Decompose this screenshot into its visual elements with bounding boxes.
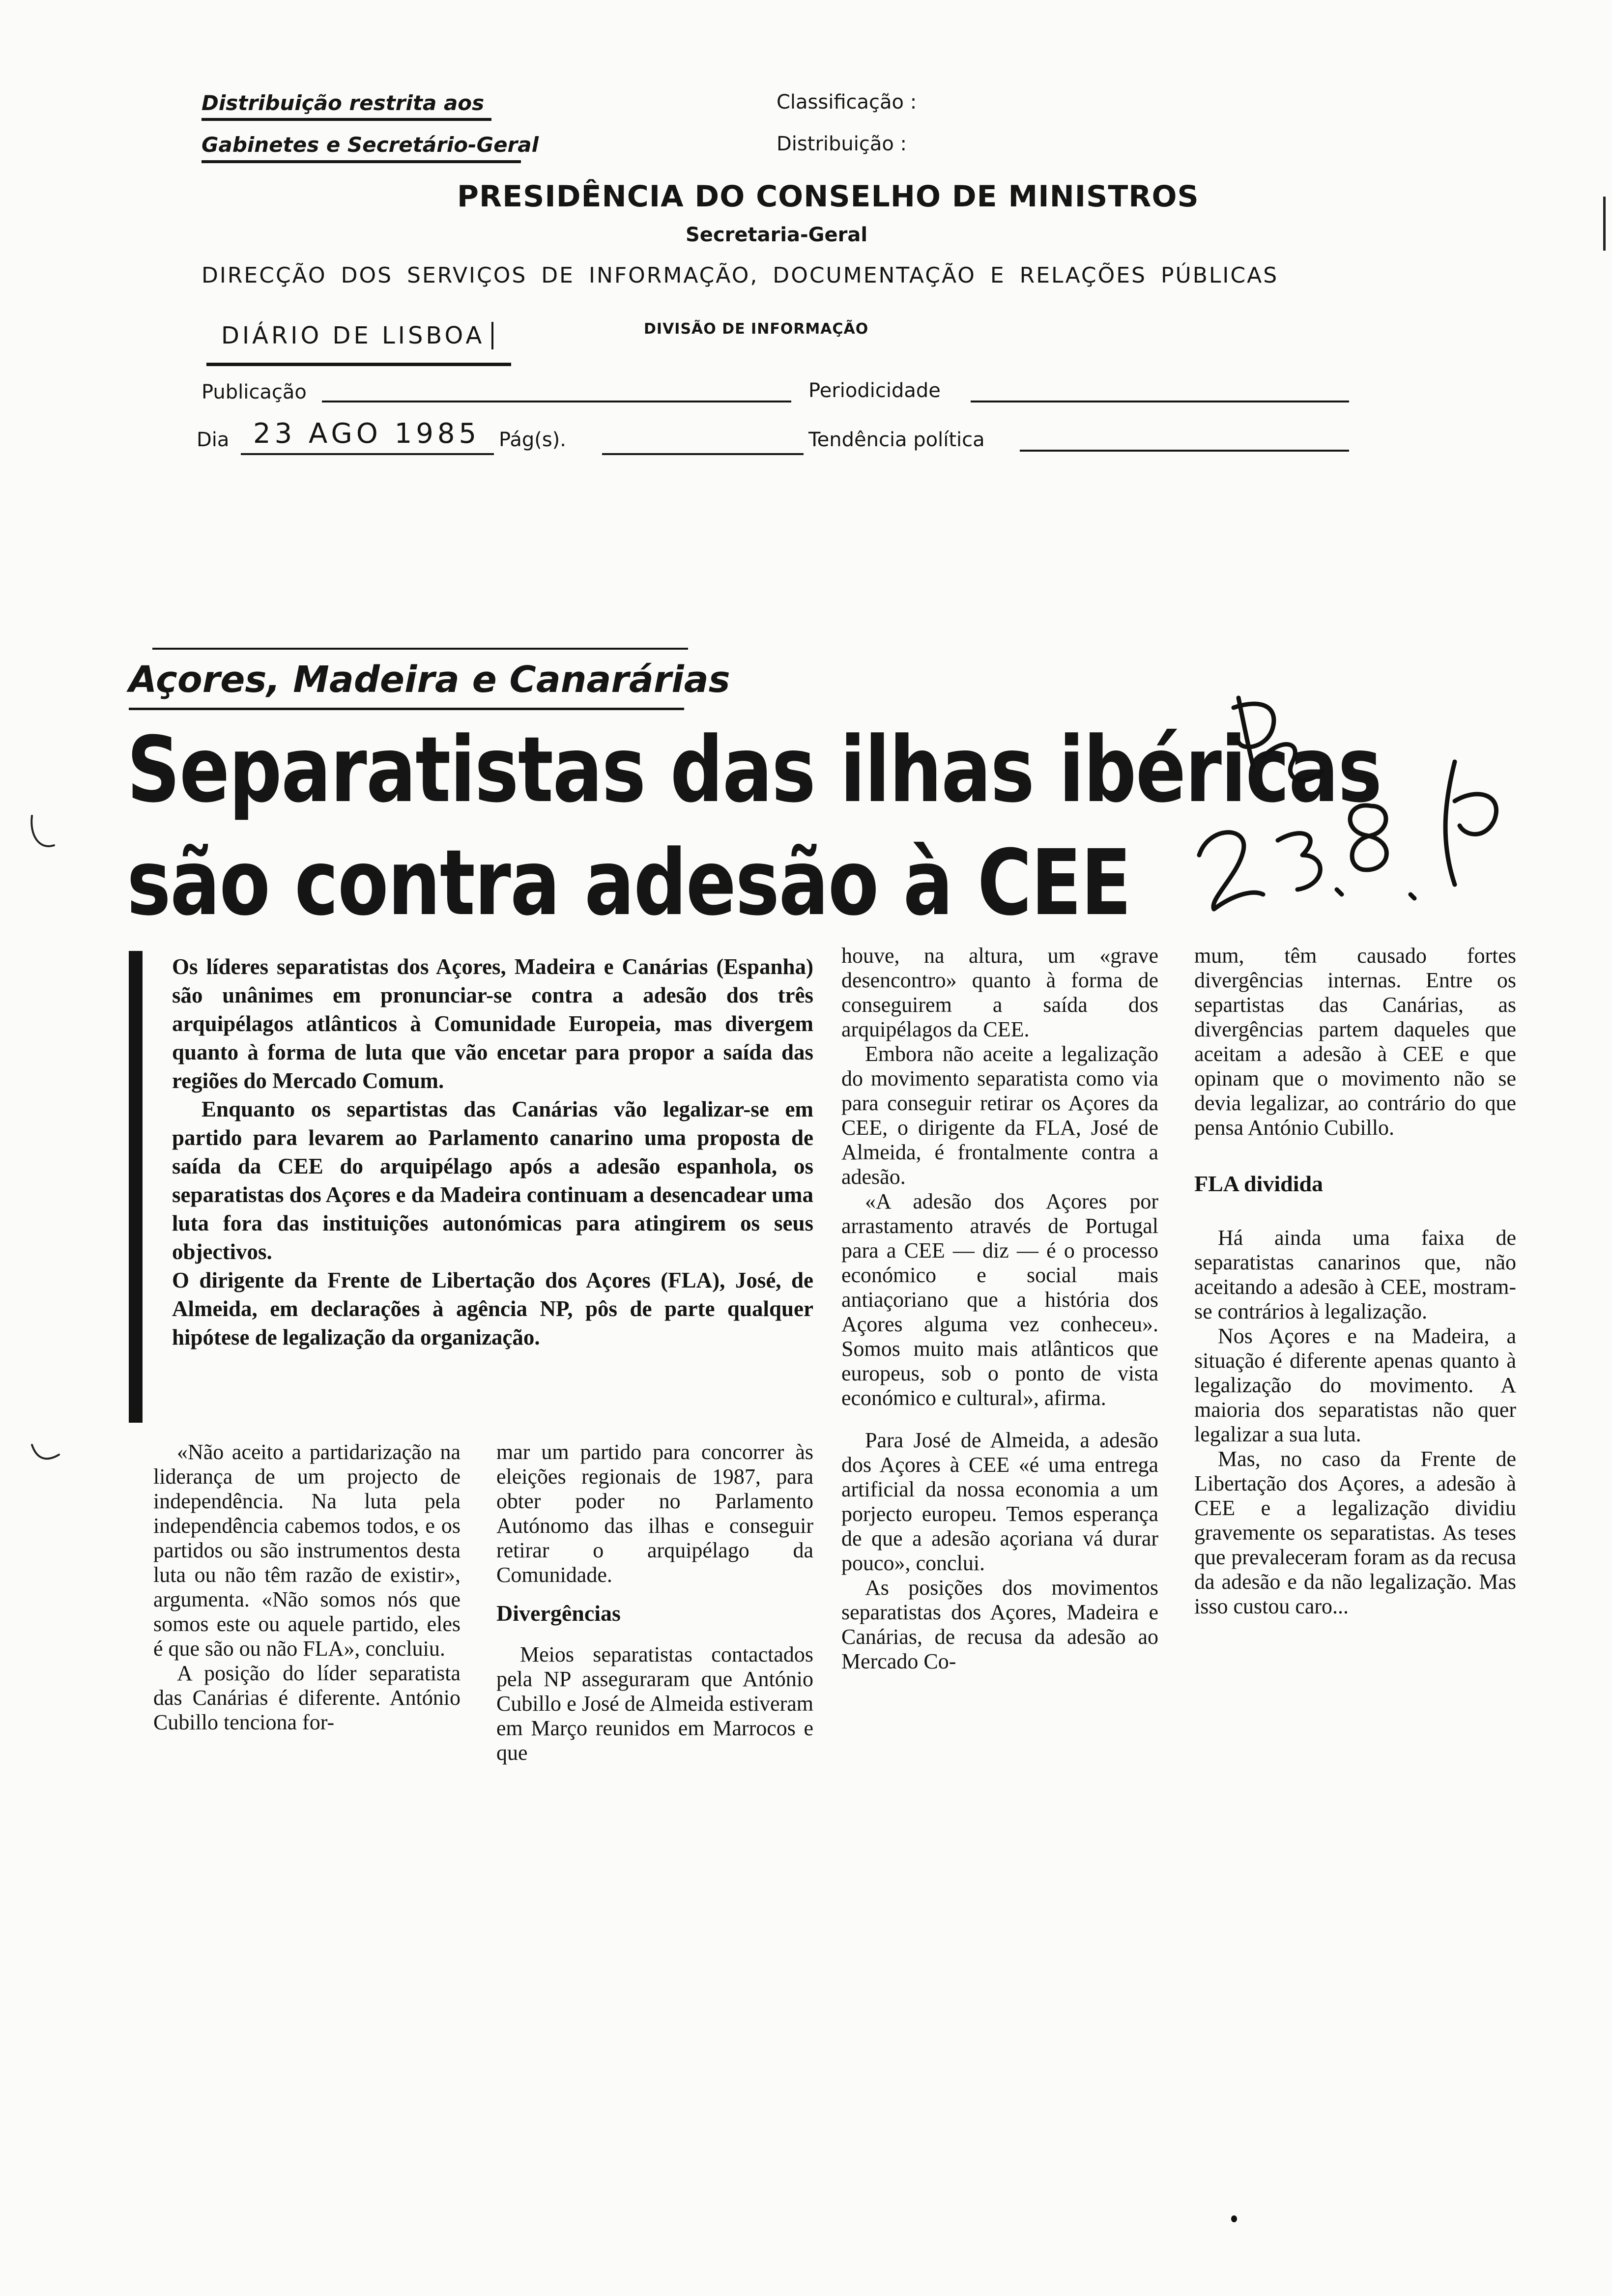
column-paragraph: houve, na altura, um «grave desencontro» quanto à forma de conseguirem a saída dos arquipélagos da CEE. <box>841 944 1158 1041</box>
article-column-2 <box>496 1440 813 1765</box>
column-paragraph: Nos Açores e na Madeira, a situação é diferente apenas quanto à legalização do movimento. A maioria dos separatistas não quer legalizar a sua luta. <box>1194 1324 1516 1446</box>
kicker-underline <box>129 708 684 710</box>
article-column-1 <box>153 1440 461 1735</box>
article-column-3 <box>841 944 1158 1674</box>
margin-mark <box>1603 197 1606 251</box>
speck <box>1231 2215 1237 2222</box>
margin-punch-marks <box>25 806 64 1543</box>
distribution-underline-2 <box>202 160 521 163</box>
publication-stamp: DIÁRIO DE LISBOA <box>221 322 493 349</box>
lead-paragraph: Os líderes separatistas dos Açores, Madeira e Canárias (Espanha) são unânimes em pronunciar-se contra a adesão dos três arquipélagos atlânticos à Comunidade Europeia, mas divergem quanto à forma de luta que vão encetar para propor a saída das regiões do Mercado Comum. <box>172 954 813 1093</box>
column-paragraph: Meios separatistas contactados pela NP asseguraram que António Cubillo e José de Almeida estiveram em Março reunidos em Marrocos e que <box>496 1642 813 1765</box>
article-lead <box>172 952 813 1351</box>
stamp-underline <box>206 363 511 366</box>
column-paragraph: mum, têm causado fortes divergências internas. Entre os separtistas das Canárias, as divergências partem daqueles que aceitam a adesão à CEE e que opinam que o movimento não se devia legalizar, ao contrário do que pensa António Cubillo. <box>1194 944 1516 1140</box>
handwritten-date-annotation <box>1180 678 1524 953</box>
article-kicker: Açores, Madeira e Canarárias <box>129 659 730 701</box>
headline-line-1: Separatistas das ilhas ibéricas <box>127 718 1382 823</box>
distribution-restriction-line1: Distribuição restrita aos <box>202 91 485 115</box>
column-paragraph: Embora não aceite a legalização do movimento separatista como via para conseguir retirar os Açores da CEE, o dirigente da FLA, José de Almeida, é frontalmente contra a adesão. <box>841 1042 1158 1189</box>
kicker-rule <box>152 648 688 650</box>
column-paragraph: «Não aceito a partidarização na liderança de um projecto de independência. Na luta pela independência cabemos todos, e os partidos ou são instrumentos desta luta ou não têm razão de existir», argumenta. «Não somos nós que somos este ou aquele partido, eles é que são ou não FLA», concluiu. <box>153 1440 461 1661</box>
dia-line <box>241 453 494 455</box>
periodicidade-label: Periodicidade <box>808 379 941 402</box>
divisao-informacao: DIVISÃO DE INFORMAÇÃO <box>644 320 869 338</box>
distribuicao-label: Distribuição : <box>777 133 907 155</box>
section-heading-fla-dividida: FLA dividida <box>1194 1171 1324 1196</box>
lead-paragraph: O dirigente da Frente de Libertação dos Açores (FLA), José, de Almeida, em declarações à agência NP, pôs de parte qualquer hipótese de legalização da organização. <box>172 1268 813 1349</box>
distribution-restriction-line2: Gabinetes e Secretário-Geral <box>202 133 539 157</box>
lead-paragraph: Enquanto os separtistas das Canárias vão legalizar-se em partido para levarem ao Parlamento canarino uma proposta de saída da CEE do arquipélago após a adesão espanhola, os separatistas dos Açores e da Madeira continuam a desencadear uma luta fora das instituições autonómicas para atingirem os seus objectivos. <box>172 1097 813 1264</box>
article-column-4 <box>1194 944 1516 1619</box>
org-subtitle: Secretaria-Geral <box>686 224 868 246</box>
column-paragraph: Mas, no caso da Frente de Libertação dos Açores, a adesão à CEE e a legalização dividiu gravemente os separatistas. As teses que prevaleceram foram as da recusa da adesão e da não legalização. Mas isso custou caro... <box>1194 1447 1516 1618</box>
distribution-underline-1 <box>202 118 491 121</box>
column-paragraph: mar um partido para concorrer às eleições regionais de 1987, para obter poder no Parlamento Autónomo das ilhas e conseguir retirar o arquipélago da Comunidade. <box>496 1440 813 1587</box>
section-heading-divergencias: Divergências <box>496 1601 621 1626</box>
periodicidade-line <box>971 401 1349 402</box>
dia-label: Dia <box>197 429 230 451</box>
headline-line-2: são contra adesão à CEE <box>127 831 1131 936</box>
org-title: PRESIDÊNCIA DO CONSELHO DE MINISTROS <box>457 179 1199 214</box>
column-paragraph: «A adesão dos Açores por arrastamento através de Portugal para a CEE — diz — é o processo económico e social mais antiaçoriano que a história dos Açores alguma vez conheceu». Somos muito mais atlânticos que europeus, sob o ponto de vista económico e cultural», afirma. <box>841 1189 1158 1410</box>
lead-side-bar <box>129 951 143 1423</box>
column-paragraph: Para José de Almeida, a adesão dos Açores à CEE «é uma entrega artificial da nossa economia a um porjecto europeu. Temos esperança de que a adesão açoriana vá durar pouco», conclui. <box>841 1428 1158 1575</box>
tendencia-line <box>1020 450 1349 452</box>
pags-label: Pág(s). <box>499 429 566 451</box>
column-paragraph: Há ainda uma faixa de separatistas canarinos que, não aceitando a adesão à CEE, mostram-se contrários à legalização. <box>1194 1226 1516 1323</box>
column-paragraph: A posição do líder separatista das Canárias é diferente. António Cubillo tenciona for- <box>153 1661 461 1734</box>
column-paragraph: As posições dos movimentos separatistas dos Açores, Madeira e Canárias, de recusa da adesão ao Mercado Co- <box>841 1576 1158 1673</box>
tendencia-label: Tendência política <box>808 429 985 451</box>
pags-line <box>602 453 804 455</box>
publicacao-line <box>322 401 791 402</box>
direccao-servicos: DIRECÇÃO DOS SERVIÇOS DE INFORMAÇÃO, DOCUMENTAÇÃO E RELAÇÕES PÚBLICAS <box>202 263 1279 288</box>
publicacao-label: Publicação <box>202 381 307 403</box>
dia-value: 23 AGO 1985 <box>253 418 481 450</box>
classificacao-label: Classificação : <box>777 91 917 114</box>
